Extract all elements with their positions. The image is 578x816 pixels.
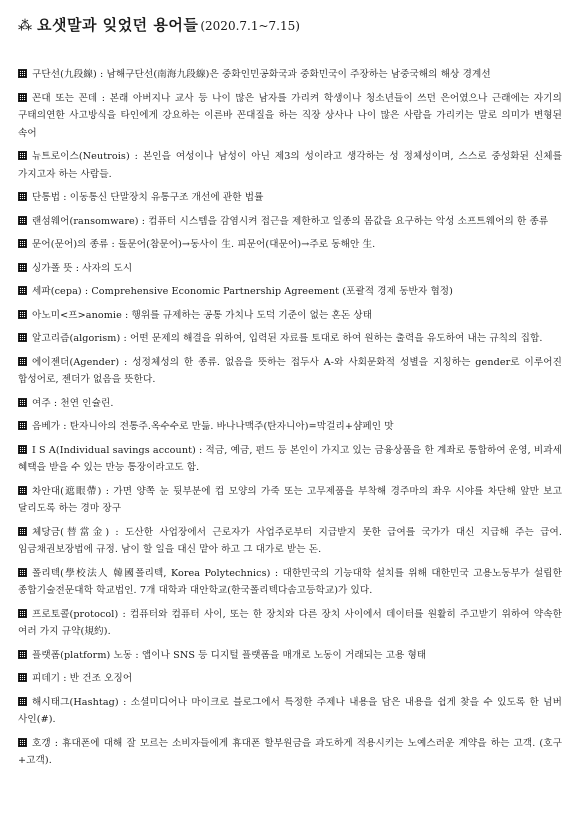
square-bullet-icon <box>18 650 27 659</box>
entry-text: 여주 : 천연 인슐린. <box>32 397 114 409</box>
glossary-entry <box>18 565 562 600</box>
glossary-entry <box>18 213 562 231</box>
glossary-entry <box>18 524 562 559</box>
title-text: 요샛말과 잊었던 용어들 <box>37 16 199 34</box>
entry-text: 에이젠더(Agender) : 성정체성의 한 종류. 없음을 뜻하는 접두사 A-와 사회문화적 성별을 지칭하는 gender로 이루어진 합성어로, 젠더가 없음을 뜻한다. <box>18 356 562 385</box>
glossary-entry <box>18 735 562 770</box>
glossary-entry <box>18 483 562 518</box>
square-bullet-icon <box>18 486 27 495</box>
entry-text: 해시태그(Hashtag) : 소셜미디어나 마이크로 블로그에서 특정한 주제나 내용을 담은 내용을 쉽게 찾을 수 있도록 한 넘버 사인(#). <box>18 696 562 725</box>
glossary-entry <box>18 442 562 477</box>
square-bullet-icon <box>18 421 27 430</box>
square-bullet-icon <box>18 697 27 706</box>
page-title <box>18 14 562 44</box>
entry-text: I S A(Individual savings account) : 적금, 예금, 펀드 등 본인이 가지고 있는 금융상품을 한 계좌로 통합하여 운영, 비과세 혜택을 받을 수 있는 만능 통장이라고도 함. <box>18 444 562 473</box>
glossary-list <box>18 66 562 770</box>
glossary-entry <box>18 260 562 278</box>
glossary-entry <box>18 606 562 641</box>
entry-text: 피데기 : 반 건조 오징어 <box>32 673 133 684</box>
glossary-entry <box>18 90 562 143</box>
square-bullet-icon <box>18 609 27 618</box>
glossary-entry <box>18 66 562 84</box>
square-bullet-icon <box>18 151 27 160</box>
entry-text: 싱가폴 뜻 : 사자의 도시 <box>32 262 133 274</box>
glossary-entry <box>18 283 562 301</box>
entry-text: 차안대(遮眼帶) : 가면 양쪽 눈 뒷부분에 컵 모양의 가죽 또는 고무제품을 부착해 경주마의 좌우 시야를 차단해 앞만 보고 달리도록 하는 경마 장구 <box>18 485 562 514</box>
entry-text: 알고리즘(algorism) : 어떤 문제의 해결을 위하여, 입력된 자료를 토대로 하여 원하는 출력을 유도하여 내는 규칙의 집합. <box>32 333 543 344</box>
glossary-entry <box>18 647 562 665</box>
glossary-entry <box>18 670 562 688</box>
square-bullet-icon <box>18 286 27 295</box>
glossary-entry <box>18 395 562 413</box>
square-bullet-icon <box>18 738 27 747</box>
entry-text: 아노미<프>anomie : 행위를 규제하는 공통 가치나 도덕 기준이 없는 혼돈 상태 <box>32 309 373 321</box>
entry-text: 플랫폼(platform) 노동 : 앱이나 SNS 등 디지털 플랫폼을 매개로 노동이 거래되는 고용 형태 <box>32 649 427 661</box>
glossary-entry <box>18 354 562 389</box>
square-bullet-icon <box>18 239 27 248</box>
glossary-entry <box>18 236 562 254</box>
entry-text: 호갱 : 휴대폰에 대해 잘 모르는 소비자들에게 휴대폰 할부원금을 과도하게 적용시키는 노예스러운 계약을 하는 고객. (호구+고객). <box>18 737 562 766</box>
square-bullet-icon <box>18 398 27 407</box>
entry-text: 문어(문어)의 종류 : 돌문어(참문어)→동사이 生. 피문어(대문어)→주로 동해안 生. <box>32 239 376 250</box>
entry-text: 단통법 : 이동통신 단말장치 유통구조 개선에 관한 법률 <box>32 192 264 203</box>
square-bullet-icon <box>18 527 27 536</box>
entry-text: 꼰대 또는 꼰데 : 본래 아버지나 교사 등 나이 많은 남자를 가리켜 학생이나 청소년들이 쓰던 은어였으나 근래에는 자기의 구태의연한 사고방식을 타인에게 강요하는 이른바 꼰대질을 하는 직장 상사나 나이 많은 사람을 가리키는 말로 의미가 변형된 속어 <box>18 92 562 139</box>
entry-text: 랜섬웨어(ransomware) : 컴퓨터 시스템을 감염시켜 접근을 제한하고 일종의 몸값을 요구하는 악성 소프트웨어의 한 종류 <box>32 215 549 227</box>
entry-text: 구단선(九段線) : 남해구단선(南海九段線)은 중화인민공화국과 중화민국이 주장하는 남중국해의 해상 경계선 <box>32 69 491 80</box>
title-date: (2020.7.1~7.15) <box>200 19 300 33</box>
entry-text: 세파(cepa) : Comprehensive Economic Partnership Agreement (포괄적 경제 동반자 협정) <box>32 286 454 297</box>
glossary-entry <box>18 307 562 325</box>
square-bullet-icon <box>18 673 27 682</box>
glossary-entry <box>18 418 562 436</box>
glossary-entry <box>18 148 562 183</box>
square-bullet-icon <box>18 357 27 366</box>
entry-text: 폴리텍(學校法人 韓國폴리텍, Korea Polytechnics) : 대한민국의 기능대학 설치를 위해 대한민국 고용노동부가 설립한 종합기술전문대학 학교법인. 7개 대학과 대안학교(한국폴리텍다솜고등학교)가 있다. <box>18 567 562 596</box>
glossary-entry <box>18 694 562 729</box>
square-bullet-icon <box>18 192 27 201</box>
glossary-entry <box>18 330 562 348</box>
entry-text: 음베가 : 탄자니아의 전통주.옥수수로 만듦. 바나나맥주(탄자니아)=막걸리+샴페인 맛 <box>32 421 394 432</box>
square-bullet-icon <box>18 216 27 225</box>
square-bullet-icon <box>18 310 27 319</box>
square-bullet-icon <box>18 568 27 577</box>
square-bullet-icon <box>18 69 27 78</box>
square-bullet-icon <box>18 263 27 272</box>
glossary-entry <box>18 189 562 207</box>
entry-text: 뉴트로이스(Neutrois) : 본인을 여성이나 남성이 아닌 제3의 성이라고 생각하는 성 정체성이며, 스스로 중성화된 신체를 가지고자 하는 사람들. <box>18 151 562 180</box>
square-bullet-icon <box>18 333 27 342</box>
entry-text: 체당금(替當金) : 도산한 사업장에서 근로자가 사업주로부터 지급받지 못한 급여를 국가가 대신 지급해 주는 급여. 임금채권보장법에 규정. 남이 할 일을 대신 맡아 하고 그 대가로 받는 돈. <box>18 526 562 555</box>
square-bullet-icon <box>18 445 27 454</box>
entry-text: 프로토콜(protocol) : 컴퓨터와 컴퓨터 사이, 또는 한 장치와 다른 장치 사이에서 데이터를 원활히 주고받기 위하여 약속한 여러 가지 규약(規約). <box>18 608 562 637</box>
square-bullet-icon <box>18 93 27 102</box>
asterism-icon: ⁂ <box>18 18 31 34</box>
